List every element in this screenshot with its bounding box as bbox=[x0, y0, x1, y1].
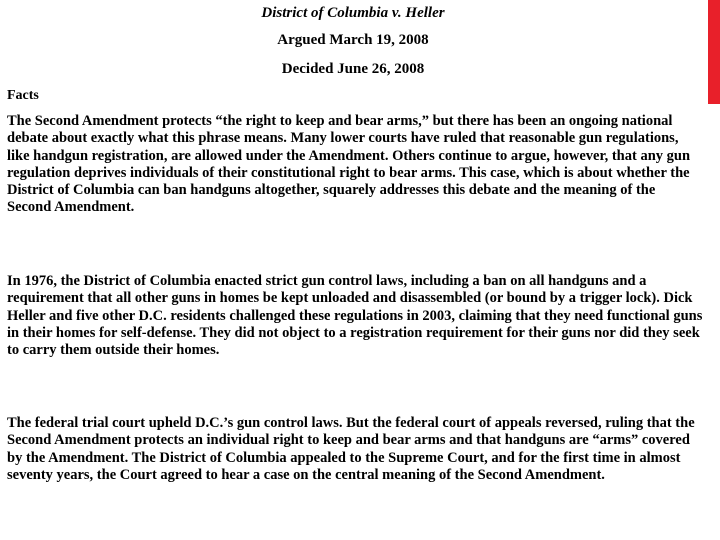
case-title: District of Columbia v. Heller bbox=[261, 5, 445, 21]
facts-paragraph-1: The Second Amendment protects “the right to keep and bear arms,” but there has been an ongoing national debate about exactly what this phrase means. Many lower courts have ruled that reasonable gun regulations, like handgun registration, are allowed under the Amendment. Others continue to argue, however, that any gun regulation deprives individuals of their constitutional right to bear arms. This case, which is about whether the District of Columbia can ban handguns altogether, squarely addresses this debate and the meaning of the Second Amendment. bbox=[7, 113, 691, 216]
facts-paragraph-2: In 1976, the District of Columbia enacted strict gun control laws, including a ban on all handguns and a requirement that all other guns in homes be kept unloaded and disassembled (or bound by a trigger lock). Dick Heller and five other D.C. residents challenged these regulations in 2003, claiming that they need functional guns in their homes for self-defense. They did not object to a registration requirement for their guns nor did they seek to carry them outside their homes. bbox=[7, 273, 703, 359]
argued-date: Argued March 19, 2008 bbox=[277, 32, 429, 48]
decided-date: Decided June 26, 2008 bbox=[281, 61, 425, 77]
accent-bar bbox=[708, 0, 720, 104]
section-heading-facts: Facts bbox=[7, 88, 39, 103]
facts-paragraph-3: The federal trial court upheld D.C.’s gun control laws. But the federal court of appeals reversed, ruling that the Second Amendment protects an individual right to keep and bear arms and that handguns are “arms” covered by the Amendment. The District of Columbia appealed to the Supreme Court, and for the first time in almost seventy years, the Court agreed to hear a case on the central meaning of the Second Amendment. bbox=[7, 415, 695, 483]
